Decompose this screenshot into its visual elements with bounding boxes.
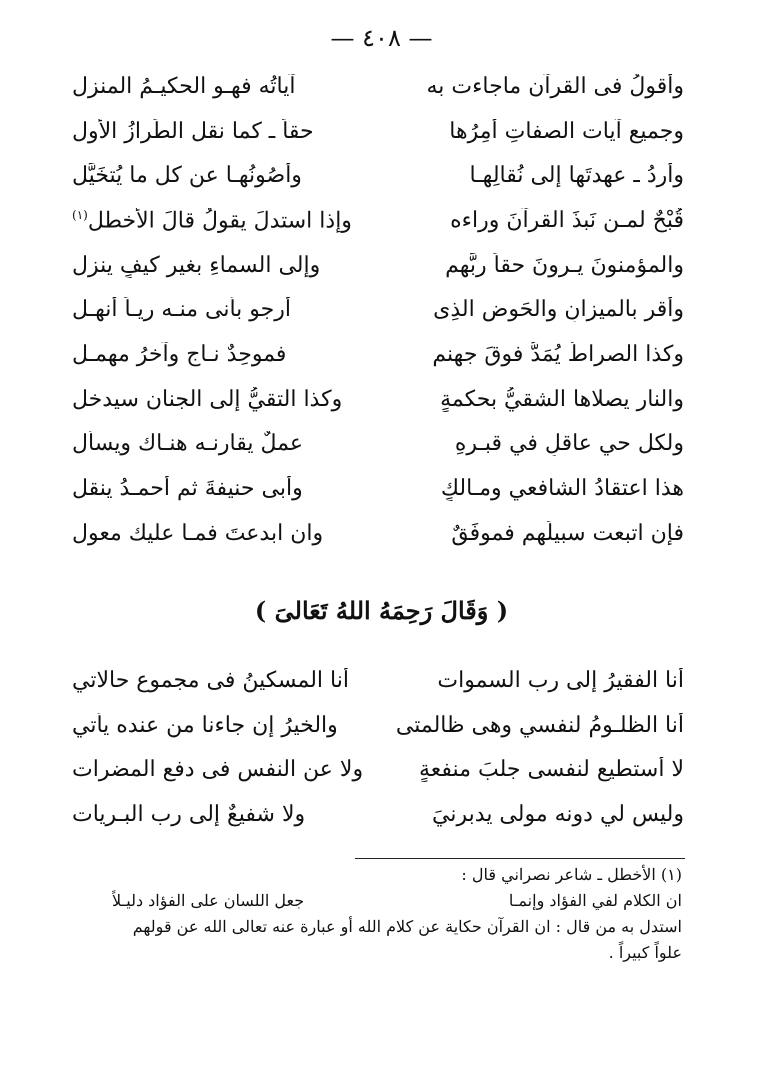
verse-line xyxy=(72,703,684,748)
verse-left-hemistich: فموحِدٌ نـاجٍ وآخرُ مهمـل xyxy=(72,341,287,367)
verse-line xyxy=(72,792,684,837)
verse-left-hemistich: وكذا التقيُّ إلى الجنان سيدخل xyxy=(72,386,343,412)
verse-line xyxy=(72,511,684,556)
verse-right-hemistich: وأقر بالميزانِ والحَوضِ الذِى xyxy=(433,297,684,323)
page-number: — ٤٠٨ — xyxy=(330,24,433,52)
verse-left-hemistich xyxy=(72,208,364,233)
verse-line xyxy=(72,64,684,109)
footnote-marker: (١) xyxy=(72,207,88,222)
section-heading: ( وَقَالَ رَحِمَهُ اللهُ تَعَالىَ ) xyxy=(254,596,509,625)
footnote-verse-right: ان الكلام لفي الفؤاد وإنمـا xyxy=(508,891,682,910)
footnote-intro: (١) الأخطل ـ شاعر نصراني قال : xyxy=(461,865,682,884)
verse-left-hemistich: وأصُونُهـا عن كل ما يُتخَيَّل xyxy=(72,163,302,189)
verse-left-hemistich: والخيرُ إن جاءنا من عنده يأتي xyxy=(72,712,338,738)
verse-right-hemistich: والمؤمنونَ يـرونَ حقاً ربَّهم xyxy=(445,252,684,278)
verse-right-hemistich: وأردُ ـ عهدتَها إلى نُقالِهـا xyxy=(469,163,684,189)
verse-left-hemistich: وان ابدعتَ فمـا عليك معول xyxy=(72,520,324,546)
verse-line xyxy=(72,287,684,332)
verse-line xyxy=(72,747,684,792)
verse-line xyxy=(72,332,684,377)
footnote-divider xyxy=(355,858,685,859)
verse-line xyxy=(72,377,684,422)
footnotes xyxy=(72,862,682,966)
verse-left-hemistich: عملٌ يقارنـه هنـاك ويسأَل xyxy=(72,431,304,457)
verse-line xyxy=(72,109,684,154)
verse-line xyxy=(72,658,684,703)
verse-line xyxy=(72,153,684,198)
verse-line xyxy=(72,422,684,467)
verse-right-hemistich: وكذا الصراطُ يُمَدُّ فوقَ جهنمٍ xyxy=(432,341,684,367)
poem-one xyxy=(72,64,684,556)
verse-line xyxy=(72,466,684,511)
verse-text: وإذا استدلَ يقولُ قالَ الأَخطل xyxy=(87,208,352,234)
verse-left-hemistich: أرجو بأَنى منـه ريـاً أنهـل xyxy=(72,297,292,323)
verse-line xyxy=(72,243,684,288)
footnote-text-end: علواً كبيراً . xyxy=(608,943,682,962)
verse-right-hemistich: أَنا الظلـومُ لنفسي وهى ظالمتى xyxy=(395,712,684,738)
verse-left-hemistich: وأَبى حنيفةَ ثم أَحمـدُ ينقل xyxy=(72,476,303,502)
verse-right-hemistich: وأقولُ فى القرآن ماجاءت به xyxy=(426,73,684,99)
verse-left-hemistich: أَنا المسكينُ فى مجموع حالاتي xyxy=(72,667,349,693)
verse-right-hemistich: وليس لي دونه مولى يدبرنيَ xyxy=(432,801,684,827)
verse-left-hemistich: وإلى السماءِ بغيرِ كيفٍ ينزل xyxy=(72,252,321,278)
verse-right-hemistich: أَنا الفقيرُ إلى رب السموات xyxy=(437,667,684,693)
poem-two xyxy=(72,658,684,837)
verse-left-hemistich: ولا شفيعٌ إلى رب البـريات xyxy=(72,801,306,827)
footnote-verse-left: جعل اللسان على الفؤاد دليـلاً xyxy=(112,891,305,910)
verse-right-hemistich: والنار يصلاها الشقيُّ بحكمةٍ xyxy=(440,386,684,412)
verse-right-hemistich: ولكل حيٍ عاقلٍ في قبـرهِ xyxy=(454,431,684,457)
verse-right-hemistich: فإن اتبعت سبيلَهم فموفَقٌ xyxy=(451,520,684,546)
verse-left-hemistich: حقاً ـ كما نقل الطِّرازُ الأَول xyxy=(72,118,314,144)
footnote-text: استدل به من قال : ان القرآن حكاية عن كلام الله أو عبارة عنه تعالى الله عن قولهم xyxy=(132,917,682,936)
verse-right-hemistich: وجميع آيات الصفاتِ أَمِرُها xyxy=(449,118,684,144)
verse-right-hemistich: هذا اعتقادُ الشافعي ومـالكٍ xyxy=(440,476,684,502)
verse-left-hemistich: آياتُه فهـو الحكيـمُ المنزل xyxy=(72,73,296,99)
verse-right-hemistich: قُبْحٌ لمـن نَبذَ القرآنَ وراءه xyxy=(450,207,684,233)
verse-right-hemistich: لا أَستطيع لنفسى جلبَ منفعةٍ xyxy=(419,757,684,783)
verse-line xyxy=(72,198,684,243)
footnote-verse xyxy=(72,888,682,914)
verse-left-hemistich: ولا عن النفس فى دفع المضرات xyxy=(72,757,364,783)
